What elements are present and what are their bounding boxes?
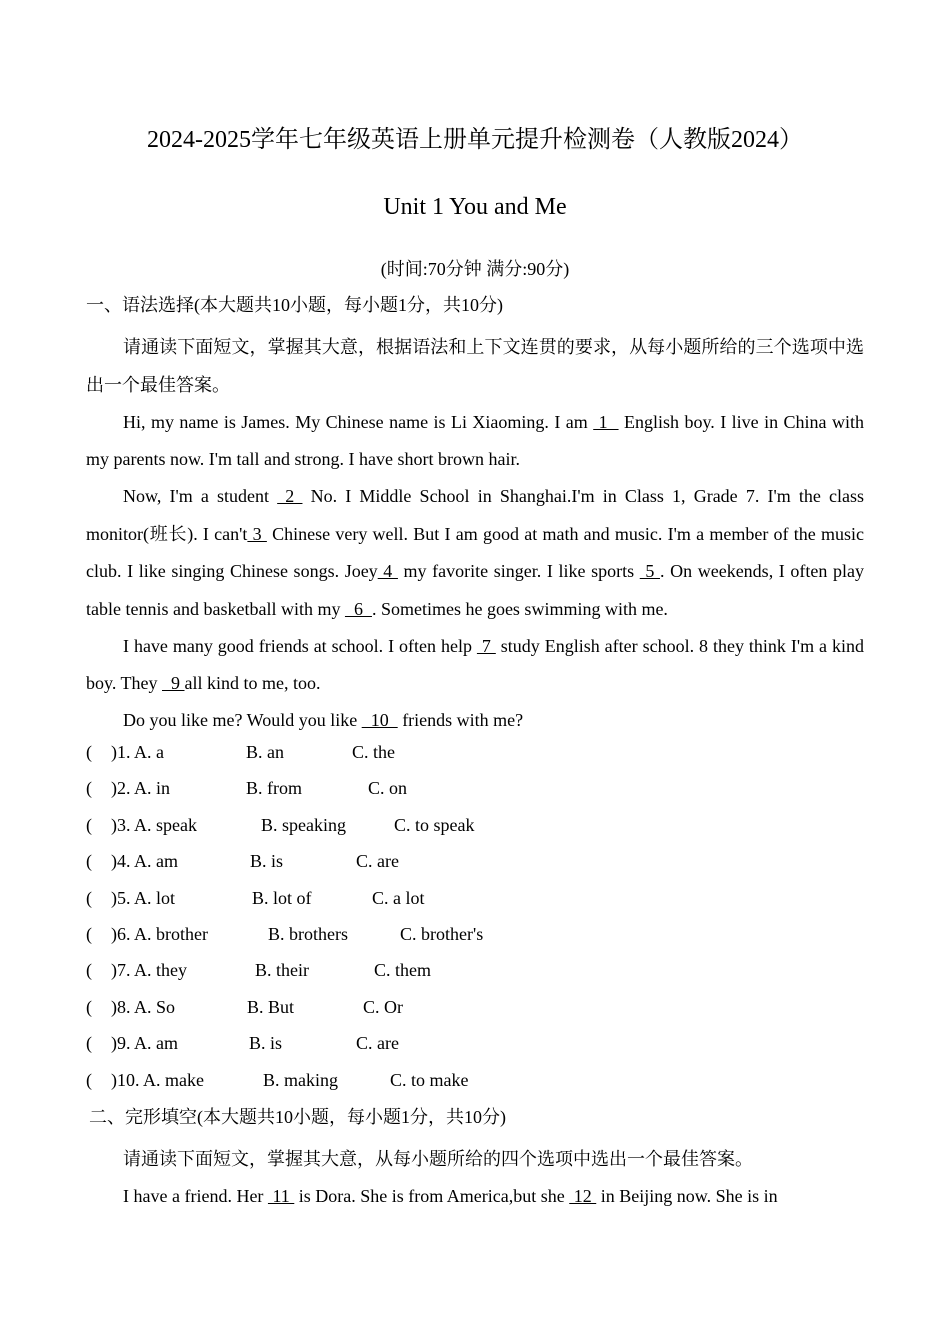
answer-paren: ( [86, 923, 92, 944]
question-option-c: C. Or [363, 996, 403, 1017]
question-option-c: C. to make [390, 1069, 469, 1090]
answer-paren: ( [86, 814, 92, 835]
text: I have a friend. Her [123, 1185, 268, 1206]
question-list [86, 739, 864, 1103]
text: I have many good friends at school. I often help [123, 635, 477, 656]
text: Chinese very well. But I am good at math and music. I'm a member of the music club. I like singing Chinese songs. Joey [86, 523, 865, 581]
text: Hi, my name is James. My Chinese name is Li Xiaoming. I am [123, 411, 594, 432]
question-option-c: C. are [356, 1033, 399, 1054]
question-option-b: B. lot of [252, 887, 312, 908]
question-option-a: )2. A. in [111, 778, 171, 799]
section2-heading: 二、完形填空(本大题共10小题，每小题1分，共10分) [89, 1106, 506, 1127]
question-row [86, 1067, 864, 1103]
question-option-a: )7. A. they [111, 960, 187, 981]
question-row [86, 921, 864, 957]
text: study English after school. 8 they think I'm a kind boy. They [86, 635, 864, 693]
question-row [86, 739, 864, 775]
question-row [86, 994, 864, 1030]
unit-subtitle: Unit 1 You and Me [383, 194, 567, 220]
question-option-a: )3. A. speak [111, 814, 197, 835]
question-row [86, 775, 864, 811]
answer-paren: ( [86, 742, 92, 762]
question-option-a: )8. A. So [111, 996, 176, 1017]
text: . Sometimes he goes swimming with me. [371, 598, 668, 619]
question-option-b: B. speaking [261, 814, 346, 835]
question-option-c: C. to speak [394, 814, 475, 835]
question-option-b: B. making [263, 1069, 338, 1090]
question-option-c: C. on [368, 778, 408, 799]
passage1-paragraph2 [86, 478, 864, 628]
passage2-paragraph1 [86, 1178, 864, 1216]
question-option-b: B. But [247, 996, 295, 1017]
question-option-b: B. their [255, 960, 309, 981]
text: all kind to me, too. [184, 673, 321, 693]
blank-7: 7 [476, 635, 496, 656]
blank-4: 4 [377, 561, 398, 581]
question-option-b: B. is [250, 851, 284, 872]
answer-paren: ( [86, 960, 92, 981]
answer-paren: ( [86, 851, 92, 872]
question-row [86, 848, 864, 884]
section2-instruction: 请通读下面短文，掌握其大意，从每小题所给的四个选项中选出一个最佳答案。 [123, 1148, 753, 1169]
passage1-paragraph3 [86, 628, 864, 703]
blank-12: 12 [569, 1185, 597, 1206]
blank-9: 9 [162, 673, 185, 693]
question-row [86, 885, 864, 921]
answer-paren: ( [86, 778, 92, 799]
text: No. I Middle School in Shanghai.I'm in Class 1, Grade 7. I'm the class monitor(班长). I can't [86, 486, 864, 544]
question-option-a: )9. A. am [111, 1033, 178, 1054]
question-row [86, 957, 864, 993]
answer-paren: ( [86, 1069, 92, 1090]
question-option-c: C. are [356, 851, 399, 872]
blank-2: 2 [277, 486, 303, 506]
question-option-c: C. them [374, 960, 431, 981]
answer-paren: ( [86, 1033, 92, 1054]
blank-6: 6 [344, 598, 372, 619]
passage1-paragraph4 [86, 702, 864, 740]
text: my favorite singer. I like sports [397, 561, 640, 581]
text: English boy. I live in China with my parents now. I'm tall and strong. I have short brown hair. [86, 411, 864, 469]
text: Now, I'm a student [123, 486, 278, 506]
text: in Beijing now. She is in [596, 1185, 778, 1206]
passage1-paragraph1 [86, 404, 864, 479]
question-option-b: B. from [246, 778, 302, 799]
blank-5: 5 [639, 561, 660, 581]
question-option-a: )4. A. am [111, 851, 178, 872]
text: . On weekends, I often play table tennis and basketball with my [86, 561, 865, 619]
blank-10: 10 [361, 710, 398, 730]
question-option-b: B. an [246, 742, 284, 762]
question-option-c: C. brother's [400, 923, 484, 944]
exam-content [86, 292, 864, 1215]
question-option-a: )10. A. make [111, 1069, 204, 1090]
section1-instruction: 请通读下面短文，掌握其大意，根据语法和上下文连贯的要求，从每小题所给的三个选项中选出一个最佳答案。 [86, 337, 864, 395]
question-option-a: )1. A. a [111, 742, 164, 762]
question-option-c: C. a lot [372, 887, 425, 908]
page-title: 2024-2025学年七年级英语上册单元提升检测卷（人教版2024） [147, 127, 803, 153]
question-option-b: B. brothers [268, 923, 348, 944]
question-row [86, 1030, 864, 1066]
text: is Dora. She is from America,but she [294, 1185, 570, 1206]
blank-1: 1 [593, 411, 619, 432]
blank-11: 11 [267, 1185, 295, 1206]
question-row [86, 812, 864, 848]
blank-3: 3 [247, 523, 267, 544]
time-info: (时间:70分钟 满分:90分) [380, 259, 570, 279]
question-option-a: )5. A. lot [111, 887, 176, 908]
question-option-c: C. the [352, 742, 395, 762]
answer-paren: ( [86, 996, 92, 1017]
text: friends with me? [397, 710, 524, 730]
answer-paren: ( [86, 887, 92, 908]
section1-heading: 一、语法选择(本大题共10小题，每小题1分，共10分) [86, 295, 503, 315]
question-option-a: )6. A. brother [111, 923, 208, 944]
question-option-b: B. is [249, 1033, 283, 1054]
text: Do you like me? Would you like [123, 710, 362, 730]
